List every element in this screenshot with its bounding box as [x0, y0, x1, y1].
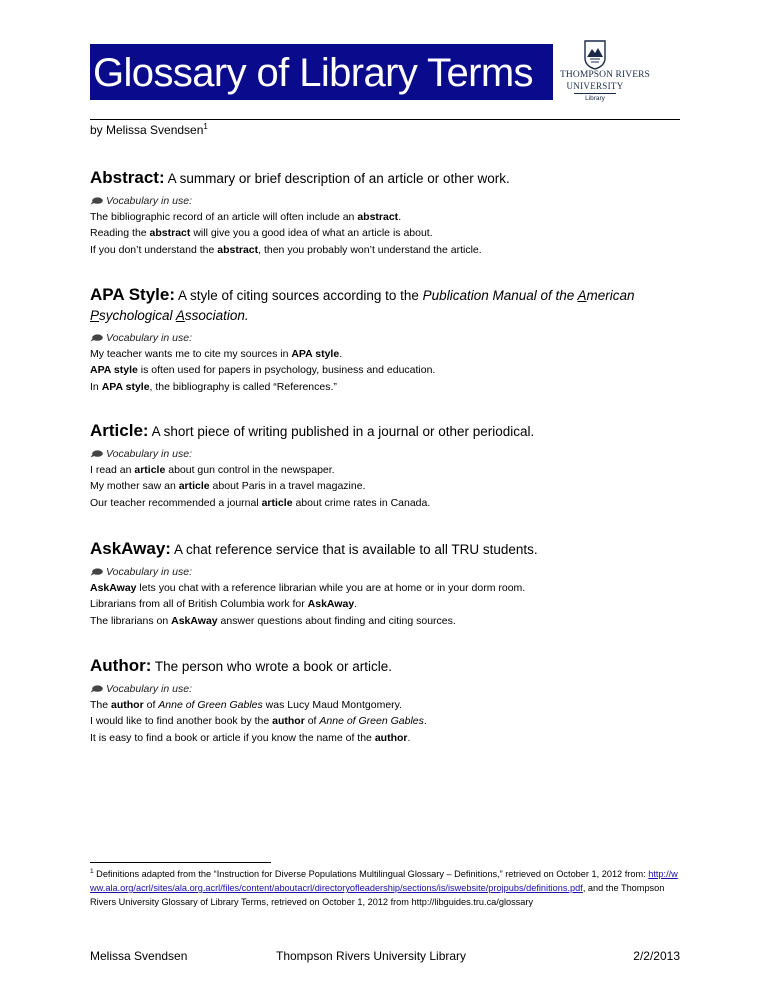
title-banner [90, 44, 553, 100]
footer-library: Thompson Rivers University Library [276, 949, 467, 963]
speech-bubble-icon [90, 685, 103, 693]
logo-line-2: UNIVERSITY [566, 81, 624, 91]
vocab-label-row [90, 564, 680, 580]
vocab-label: Vocabulary in use: [106, 448, 192, 460]
byline-footnote-ref: 1 [203, 122, 208, 131]
glossary-entry-askaway [90, 539, 680, 629]
entry-term: APA Style: [90, 285, 176, 304]
vocab-label: Vocabulary in use: [106, 195, 192, 207]
vocab-label: Vocabulary in use: [106, 566, 192, 578]
tru-mountain-shield-icon [583, 40, 607, 70]
byline-text: by Melissa Svendsen [90, 123, 204, 137]
example-sentence: I read an article about gun control in the newspaper. [90, 464, 335, 476]
glossary-entry-apa-style [90, 285, 680, 395]
entry-definition: A chat reference service that is available to all TRU students. [170, 542, 538, 557]
footnote-divider [90, 862, 271, 863]
example-sentence: Reading the abstract will give you a good idea of what an article is about. [90, 227, 433, 240]
example-sentence: If you don’t understand the abstract, then you probably won’t understand the article. [90, 243, 482, 256]
university-logo [560, 40, 650, 110]
speech-bubble-icon [90, 450, 103, 458]
entry-heading: APA Style: A style of citing sources according to the Publication Manual of the American Psychological Association. [90, 285, 635, 323]
entry-definition: A summary or brief description of an article or other work. [164, 171, 510, 186]
byline [90, 122, 208, 138]
vocab-label-row [90, 330, 680, 346]
entry-heading [90, 168, 680, 189]
glossary-entry-article [90, 421, 680, 511]
entry-term: AskAway: [90, 539, 171, 558]
page-footer [90, 947, 680, 965]
header-divider [90, 119, 680, 120]
entry-term: Author: [90, 656, 152, 675]
entry-heading [90, 656, 680, 677]
glossary-entry-author [90, 656, 680, 746]
footer-author: Melissa Svendsen [90, 949, 188, 963]
example-sentence: In APA style, the bibliography is called “References.” [90, 380, 337, 393]
entry-heading [90, 421, 680, 442]
entry-term: Abstract: [90, 168, 165, 187]
vocab-label: Vocabulary in use: [106, 683, 192, 695]
example-sentence: Librarians from all of British Columbia work for AskAway. [90, 598, 358, 611]
vocab-label: Vocabulary in use: [106, 332, 192, 344]
logo-line-3: Library [585, 95, 605, 102]
footnote [90, 867, 680, 909]
logo-line-1: THOMPSON RIVERS [560, 70, 650, 80]
example-sentence: Our teacher recommended a journal article about crime rates in Canada. [90, 496, 431, 509]
speech-bubble-icon [90, 197, 103, 205]
example-sentence: It is easy to find a book or article if you know the name of the author. [90, 731, 411, 744]
example-sentence: My mother saw an article about Paris in a travel magazine. [90, 480, 366, 493]
example-sentence: The bibliographic record of an article will often include an abstract. [90, 211, 402, 223]
vocab-label-row [90, 446, 680, 462]
example-sentence: My teacher wants me to cite my sources in APA style. [90, 348, 343, 360]
page-title: Glossary of Library Terms [93, 51, 533, 95]
footnote-text: Definitions adapted from the “Instruction for Diverse Populations Multilingual Glossary – Definitions,” retrieved on October 1, 2012 from: [93, 869, 649, 879]
footer-date: 2/2/2013 [633, 949, 680, 963]
glossary-entry-abstract [90, 168, 680, 258]
logo-divider [574, 93, 616, 94]
speech-bubble-icon [90, 334, 103, 342]
speech-bubble-icon [90, 568, 103, 576]
footnote-ref: 1 [90, 867, 94, 875]
entry-definition: A short piece of writing published in a journal or other periodical. [148, 424, 535, 439]
footnote-text-after: , and the Thompson Rivers University Glossary of Library Terms, retrieved on October 1, 2012 from http://libguides.tru.ca/glossary [90, 883, 665, 907]
entry-term: Article: [90, 421, 149, 440]
example-sentence: The author of Anne of Green Gables was Lucy Maud Montgomery. [90, 699, 403, 711]
entry-definition: The person who wrote a book or article. [151, 659, 393, 674]
example-sentence: The librarians on AskAway answer questions about finding and citing sources. [90, 614, 456, 627]
example-sentence: AskAway lets you chat with a reference librarian while you are at home or in your dorm room. [90, 582, 526, 594]
entry-heading [90, 539, 680, 560]
entry-definition-title: Publication Manual of the American Psychological Association. [90, 288, 635, 323]
footnote-link[interactable]: http://www.ala.org/acrl/sites/ala.org.acrl/files/content/aboutacrl/directoryofleadership/sections/is/iswebsite/projpubs/definitions.pdf [90, 869, 678, 893]
example-sentence: I would like to find another book by the author of Anne of Green Gables. [90, 715, 427, 728]
example-sentence: APA style is often used for papers in psychology, business and education. [90, 364, 436, 377]
vocab-label-row [90, 681, 680, 697]
vocab-label-row [90, 193, 680, 209]
